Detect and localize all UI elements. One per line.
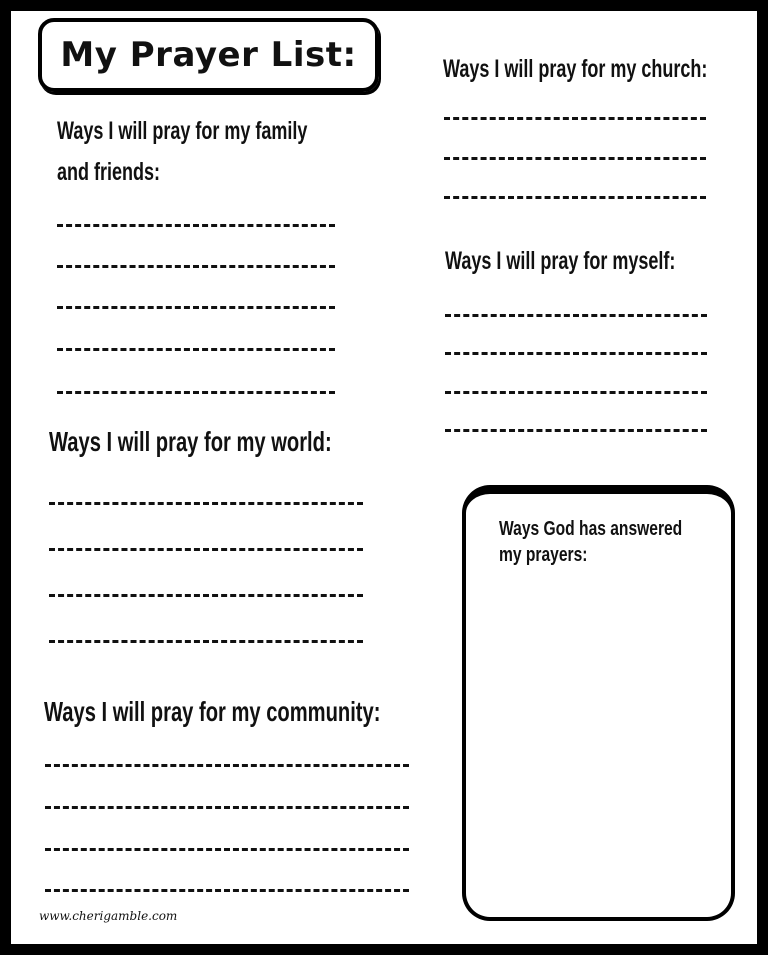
footer-url: www.cherigamble.com: [39, 909, 178, 923]
world-blank-line[interactable]: [49, 640, 363, 643]
myself-blank-line[interactable]: [445, 314, 707, 317]
church-blank-line[interactable]: [444, 117, 706, 120]
family-heading-line1: Ways I will pray for my family: [57, 117, 308, 145]
family-blank-line[interactable]: [57, 306, 335, 309]
world-blank-line[interactable]: [49, 502, 363, 505]
church-heading: Ways I will pray for my church:: [443, 55, 708, 83]
community-blank-line[interactable]: [45, 848, 409, 851]
church-blank-line[interactable]: [444, 196, 706, 199]
community-blank-line[interactable]: [45, 764, 409, 767]
community-blank-line[interactable]: [45, 889, 409, 892]
church-blank-line[interactable]: [444, 157, 706, 160]
family-blank-line[interactable]: [57, 265, 335, 268]
worksheet-page: [11, 11, 757, 944]
world-heading: Ways I will pray for my world:: [49, 426, 332, 457]
world-blank-line[interactable]: [49, 548, 363, 551]
myself-blank-line[interactable]: [445, 352, 707, 355]
answered-heading: Ways God has answered my prayers:: [499, 518, 683, 566]
family-blank-line[interactable]: [57, 224, 335, 227]
answered-prayers-box[interactable]: [462, 485, 735, 921]
family-blank-line[interactable]: [57, 391, 335, 394]
myself-blank-line[interactable]: [445, 391, 707, 394]
page-title: My Prayer List:: [60, 35, 357, 75]
family-blank-line[interactable]: [57, 348, 335, 351]
myself-blank-line[interactable]: [445, 429, 707, 432]
world-blank-line[interactable]: [49, 594, 363, 597]
community-blank-line[interactable]: [45, 806, 409, 809]
family-heading-line2: and friends:: [57, 158, 161, 186]
title-box: [38, 18, 379, 92]
community-heading: Ways I will pray for my community:: [44, 696, 381, 727]
myself-heading: Ways I will pray for myself:: [445, 247, 676, 275]
